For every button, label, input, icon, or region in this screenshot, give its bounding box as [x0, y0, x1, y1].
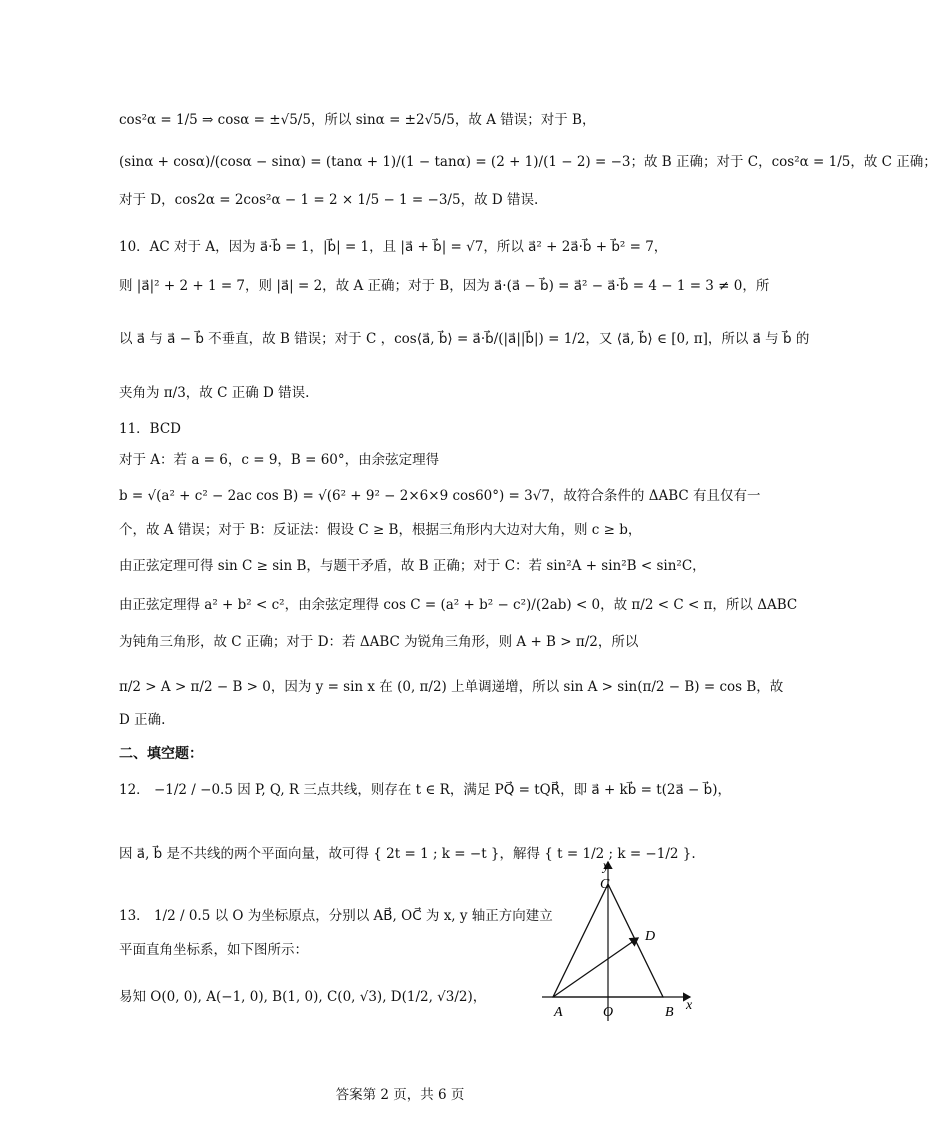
- label-c: C: [600, 877, 610, 892]
- text-line: 12． −1/2 / −0.5 因 P, Q, R 三点共线，则存在 t ∈ R，满足 PQ⃗ = tQR⃗，即 a⃗ + kb⃗ = t(2a⃗ − b⃗)，: [119, 782, 731, 798]
- text-line: cos²α = 1/5 ⇒ cosα = ±√5/5，所以 sinα = ±2√5/5，故 A 错误；对于 B，: [119, 112, 596, 128]
- text-line: 平面直角坐标系，如下图所示：: [119, 942, 308, 958]
- text-line: π/2 > A > π/2 − B > 0，因为 y = sin x 在 (0, π/2) 上单调递增，所以 sin A > sin(π/2 − B) = cos B，故: [119, 679, 784, 695]
- page-footer: 答案第 2 页，共 6 页: [335, 1087, 465, 1103]
- text-line: (sinα + cosα)/(cosα − sinα) = (tanα + 1)/(1 − tanα) = (2 + 1)/(1 − 2) = −3；故 B 正确；对于 C，cos²α = 1/5，故 C 正确；: [119, 154, 937, 170]
- text-line: 为钝角三角形，故 C 正确；对于 D：若 ΔABC 为锐角三角形，则 A + B > π/2，所以: [119, 634, 639, 650]
- text-line: 13． 1/2 / 0.5 以 O 为坐标原点，分别以 AB⃗, OC⃗ 为 x, y 轴正方向建立: [119, 908, 553, 924]
- text-line: 因 a⃗, b⃗ 是不共线的两个平面向量，故可得 { 2t = 1 ; k = −t }，解得 { t = 1/2 ; k = −1/2 }.: [119, 846, 696, 862]
- text-line: 11．BCD: [119, 421, 182, 437]
- label-b: B: [665, 1005, 674, 1020]
- label-x: x: [686, 998, 693, 1013]
- vector-ad: [553, 938, 638, 997]
- text-line: 对于 D，cos2α = 2cos²α − 1 = 2 × 1/5 − 1 = −3/5，故 D 错误.: [119, 192, 539, 208]
- triangle-figure: [542, 856, 702, 1026]
- text-line: b = √(a² + c² − 2ac cos B) = √(6² + 9² − 2×6×9 cos60°) = 3√7，故符合条件的 ΔABC 有且仅有一: [119, 488, 761, 504]
- label-y: y: [603, 859, 610, 874]
- text-line: 由正弦定理得 a² + b² < c²，由余弦定理得 cos C = (a² + b² − c²)/(2ab) < 0，故 π/2 < C < π，所以 ΔABC: [119, 597, 798, 613]
- text-line: 以 a⃗ 与 a⃗ − b⃗ 不垂直，故 B 错误；对于 C ，cos⟨a⃗, b⃗⟩ = a⃗·b⃗/(|a⃗||b⃗|) = 1/2，又 ⟨a⃗, b⃗⟩ ∈ [0, π]，所以 a⃗ 与 b⃗ 的: [119, 331, 810, 347]
- text-line: 由正弦定理可得 sin C ≥ sin B，与题干矛盾，故 B 正确；对于 C：若 sin²A + sin²B < sin²C，: [119, 558, 706, 574]
- text-line: 对于 A：若 a = 6，c = 9，B = 60°，由余弦定理得: [119, 452, 440, 468]
- text-line: 夹角为 π/3，故 C 正确 D 错误.: [119, 385, 310, 401]
- text-line: 10．AC 对于 A，因为 a⃗·b⃗ = 1，|b⃗| = 1，且 |a⃗ + b⃗| = √7，所以 a⃗² + 2a⃗·b⃗ + b⃗² = 7，: [119, 239, 668, 255]
- text-line: D 正确.: [119, 712, 166, 728]
- label-d: D: [645, 929, 656, 944]
- section-heading: 二、填空题：: [119, 746, 203, 762]
- text-line: 个，故 A 错误；对于 B：反证法：假设 C ≥ B，根据三角形内大边对大角，则 c ≥ b，: [119, 522, 642, 538]
- text-line: 则 |a⃗|² + 2 + 1 = 7，则 |a⃗| = 2，故 A 正确；对于 B，因为 a⃗·(a⃗ − b⃗) = a⃗² − a⃗·b⃗ = 4 − 1 = 3 ≠ 0，所: [119, 278, 770, 294]
- label-a: A: [554, 1005, 563, 1020]
- text-line: 易知 O(0, 0), A(−1, 0), B(1, 0), C(0, √3), D(1/2, √3/2)，: [119, 989, 487, 1005]
- label-o: O: [603, 1005, 614, 1020]
